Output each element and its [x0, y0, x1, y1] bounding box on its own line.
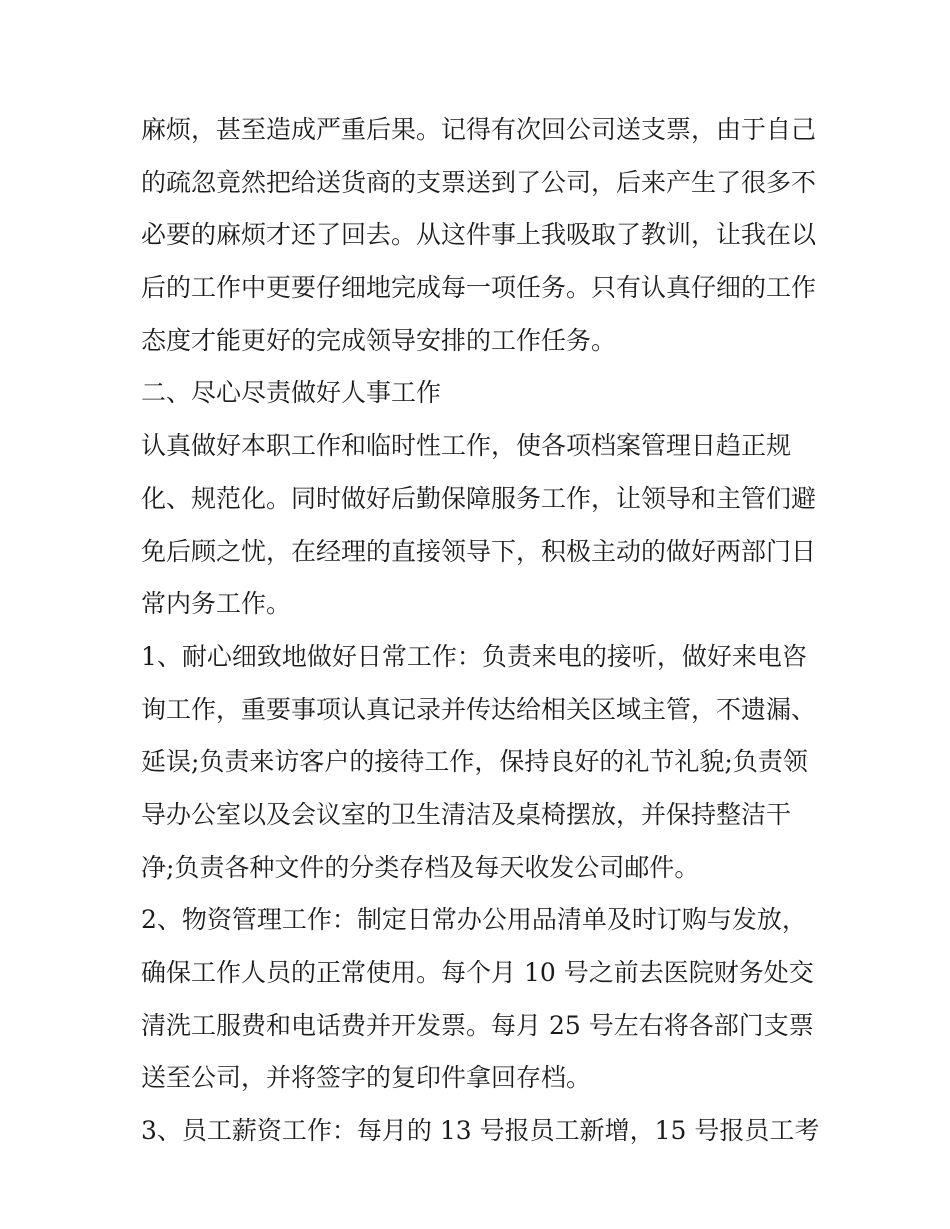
- list-item-2-line: 确保工作人员的正常使用。每个月 10 号之前去医院财务处交: [141, 958, 814, 987]
- text-line: 麻烦，甚至造成严重后果。记得有次回公司送支票，由于自己: [141, 115, 817, 144]
- text-line: 常内务工作。: [141, 589, 292, 619]
- list-item-1-line: 延误;负责来访客户的接待工作，保持良好的礼节礼貌;负责领: [141, 747, 808, 777]
- text-line: 后的工作中更要仔细地完成每一项任务。只有认真仔细的工作: [141, 273, 817, 303]
- list-item-3-line: 3、员工薪资工作：每月的 13 号报员工新增，15 号报员工考: [141, 1116, 820, 1146]
- list-item-2-line: 2、物资管理工作：制定日常办公用品清单及时订购与发放，: [141, 905, 807, 935]
- list-item-1-line: 询工作，重要事项认真记录并传达给相关区域主管，不遗漏、: [141, 694, 817, 724]
- text-line: 的疏忽竟然把给送货商的支票送到了公司，后来产生了很多不: [141, 167, 817, 197]
- list-item-1-line: 净;负责各种文件的分类存档及每天收发公司邮件。: [141, 852, 700, 882]
- text-line: 免后顾之忧，在经理的直接领导下，积极主动的做好两部门日: [141, 536, 817, 566]
- list-item-2-line: 清洗工服费和电话费并开发票。每月 25 号左右将各部门支票: [141, 1010, 814, 1040]
- list-item-1-line: 导办公室以及会议室的卫生清洁及桌椅摆放，并保持整洁干: [141, 799, 792, 829]
- text-line: 必要的麻烦才还了回去。从这件事上我吸取了教训，让我在以: [141, 220, 817, 250]
- document-body: [141, 104, 821, 1158]
- list-item-2-line: 送至公司，并将签字的复印件拿回存档。: [141, 1063, 592, 1093]
- list-item-1-line: 1、耐心细致地做好日常工作：负责来电的接听，做好来电咨: [141, 641, 807, 671]
- text-line: 态度才能更好的完成领导安排的工作任务。: [141, 325, 617, 355]
- text-line: 认真做好本职工作和临时性工作，使各项档案管理日趋正规: [141, 431, 792, 461]
- section-heading: 二、尽心尽责做好人事工作: [141, 378, 442, 408]
- text-line: 化、规范化。同时做好后勤保障服务工作，让领导和主管们避: [141, 483, 817, 513]
